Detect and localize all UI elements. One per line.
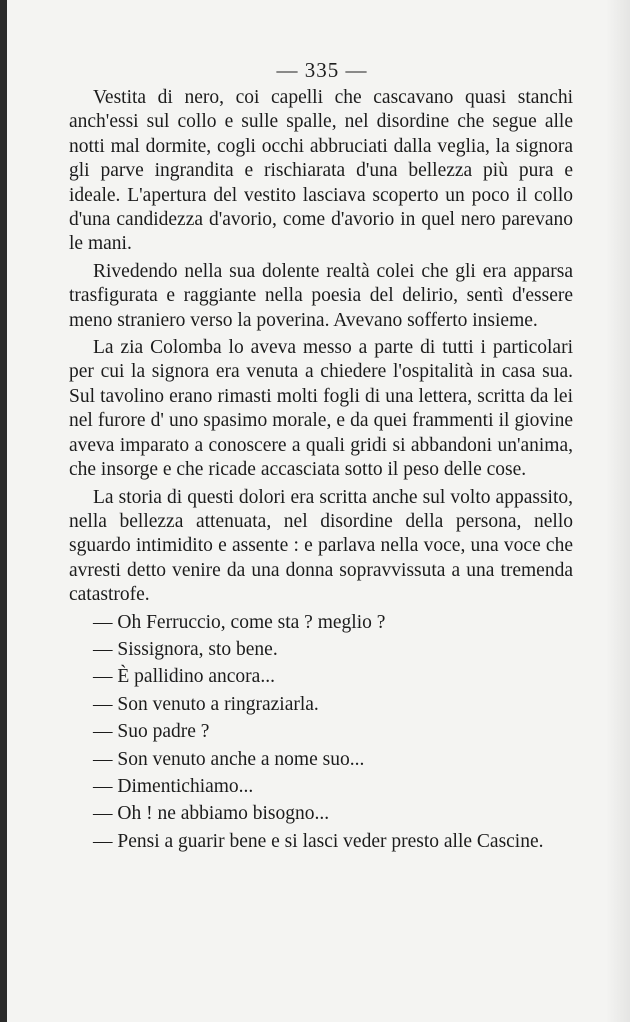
dialogue-line: — Suo padre ? [93, 721, 210, 743]
dialogue-line: — Pensi a guarir bene e si lasci veder presto alle Cascine. [93, 830, 544, 852]
body-text [69, 86, 573, 857]
paragraph: La zia Colomba lo aveva messo a parte di tutti i particolari per cui la signora era venuta a chiedere l'ospitalità in casa sua. Sul tavolino erano rimasti molti fogli di una lettera, scritta da lei nel furore d' uno spasimo morale, e da quei frammenti il giovine aveva imparato a conoscere a quali gridi si abbandoni un'anima, che insorge e che ricade accasciata sotto il peso delle cose. [69, 337, 573, 481]
dialogue-line: — Dimentichiamo... [93, 775, 254, 797]
dialogue-line: — Sissignora, sto bene. [93, 638, 278, 660]
paragraph: Rivedendo nella sua dolente realtà colei che gli era apparsa trasfigurata e raggiante nella poesia del delirio, sentì d'essere meno straniero verso la poverina. Avevano sofferto insieme. [69, 260, 573, 331]
page-number: — 335 — [276, 58, 368, 82]
dialogue-line: — Oh Ferruccio, come sta ? meglio ? [93, 611, 386, 633]
dialogue-line: — Son venuto a ringraziarla. [93, 693, 319, 715]
dialogue-line: — È pallidino ancora... [93, 666, 275, 688]
paragraph: Vestita di nero, coi capelli che cascavano quasi stanchi anch'essi sul collo e sulle spalle, nel disordine che segue alle notti mal dormite, cogli occhi abbruciati dalla veglia, la signora gli parve ingrandita e rischiarata d'una bellezza più pura e ideale. L'apertura del vestito lasciava scoperto un poco il collo d'una candidezza d'avorio, come d'avorio in quel nero parevano le mani. [69, 87, 573, 255]
dialogue-line: — Son venuto anche a nome suo... [93, 748, 365, 770]
paragraph: La storia di questi dolori era scritta anche sul volto appassito, nella bellezza attenuata, nel disordine della persona, nello sguardo intimidito e assente : e parlava nella voce, una voce che avresti detto venire da una donna sopravvissuta a una tremenda catastrofe. [69, 486, 573, 606]
dialogue-line: — Oh ! ne abbiamo bisogno... [93, 803, 330, 825]
